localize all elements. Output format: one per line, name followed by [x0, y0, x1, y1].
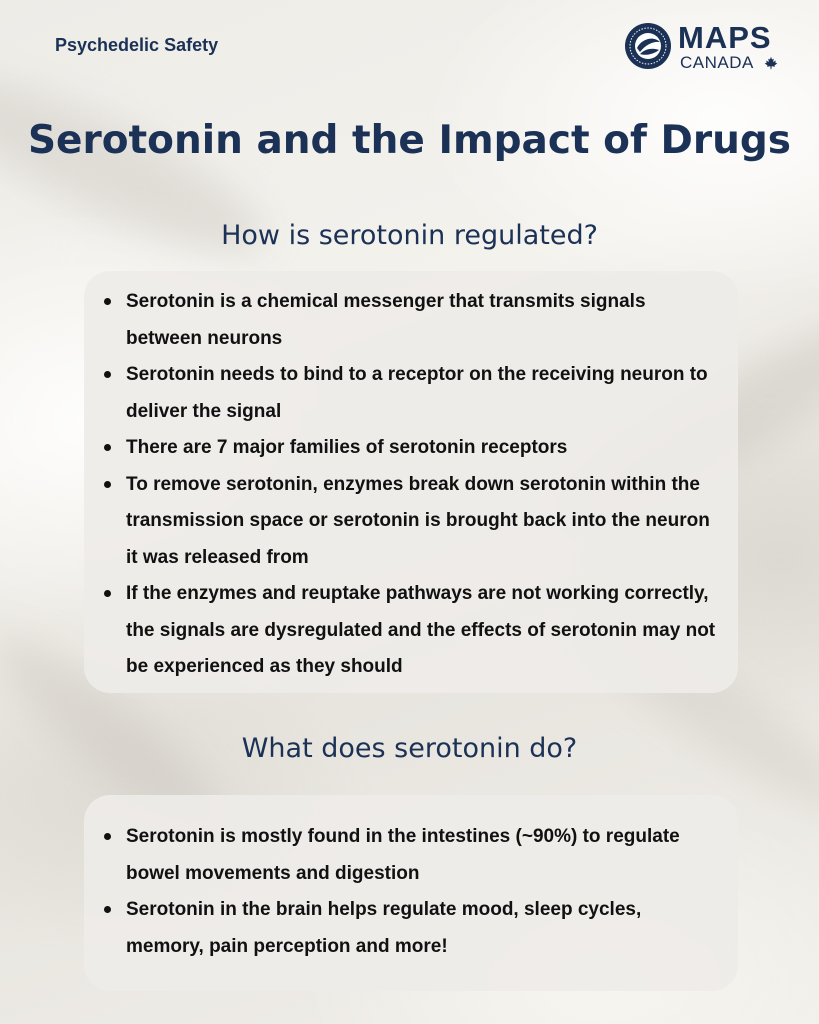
list-item: If the enzymes and reuptake pathways are not working correctly, the signals are dysregulated and the effects of serotonin may not be experienced as they should	[84, 576, 738, 686]
list-item: Serotonin needs to bind to a receptor on the receiving neuron to deliver the signal	[84, 357, 738, 430]
logo-line-1: MAPS	[678, 20, 772, 55]
function-list	[84, 819, 738, 965]
maps-globe-icon	[624, 22, 672, 70]
logo-line-2: CANADA	[680, 53, 754, 72]
section-heading-function: What does serotonin do?	[241, 733, 578, 764]
maps-canada-logo	[624, 22, 784, 74]
topic-label: Psychedelic Safety	[55, 35, 219, 55]
list-item: There are 7 major families of serotonin receptors	[84, 430, 738, 467]
list-item: Serotonin is a chemical messenger that transmits signals between neurons	[84, 284, 738, 357]
page-title: Serotonin and the Impact of Drugs	[27, 118, 792, 163]
function-card	[84, 795, 738, 991]
list-item: Serotonin in the brain helps regulate mood, sleep cycles, memory, pain perception and more!	[84, 892, 738, 965]
maple-leaf-icon	[764, 56, 778, 70]
list-item: Serotonin is mostly found in the intestines (~90%) to regulate bowel movements and digestion	[84, 819, 738, 892]
regulation-list	[84, 284, 738, 686]
regulation-card	[84, 271, 738, 693]
section-heading-regulation: How is serotonin regulated?	[221, 220, 598, 251]
list-item: To remove serotonin, enzymes break down serotonin within the transmission space or serotonin is brought back into the neuron it was released from	[84, 467, 738, 577]
